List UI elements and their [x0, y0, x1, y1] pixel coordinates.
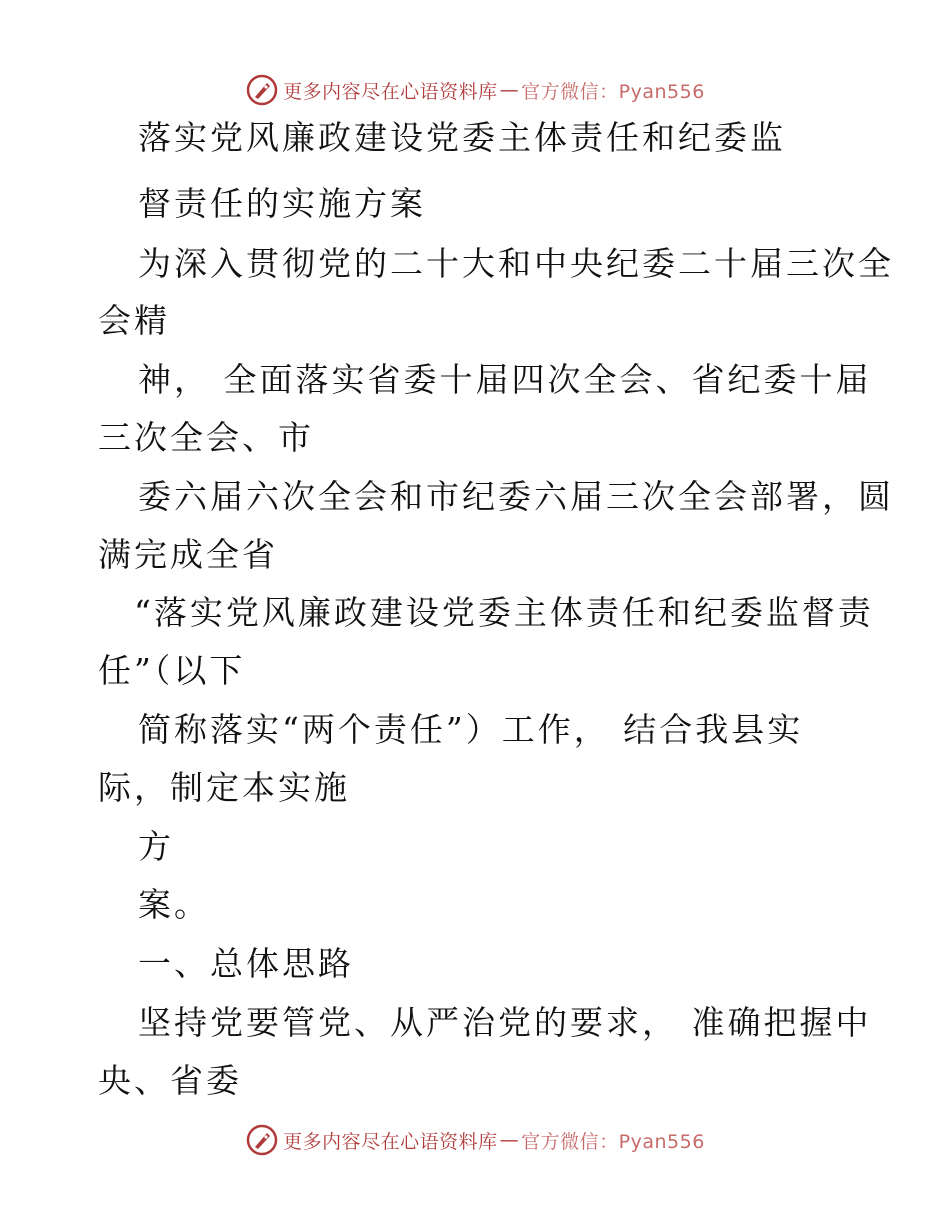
doc-line: 委六届六次全会和市纪委六届三次全会部署，圆	[138, 477, 894, 516]
doc-line: 神， 全面落实省委十届四次全会、省纪委十届	[138, 360, 872, 399]
doc-line: 坚持党要管党、从严治党的要求， 准确把握中	[138, 1003, 872, 1042]
doc-title-line-2: 督责任的实施方案	[138, 184, 426, 223]
banner-text: 更多内容尽在心语资料库	[283, 1130, 498, 1153]
doc-line: 为深入贯彻党的二十大和中央纪委二十届三次全	[138, 244, 894, 283]
header-banner	[0, 70, 950, 110]
pen-nib-logo-icon	[245, 73, 279, 107]
doc-line: 简称落实“两个责任”）工作， 结合我县实	[138, 710, 804, 749]
doc-line: 满完成全省	[98, 535, 278, 574]
doc-line: 央、省委	[98, 1061, 242, 1100]
doc-line: “落实党风廉政建设党委主体责任和纪委监督责	[134, 593, 874, 632]
doc-line: 案。	[138, 885, 210, 924]
banner-separator: —	[499, 1129, 520, 1151]
doc-line: 三次全会、市	[98, 418, 314, 457]
banner-wechat: 官方微信：Pyan556	[521, 80, 705, 103]
doc-line: 际，制定本实施	[98, 768, 350, 807]
pen-nib-logo-icon	[245, 1123, 279, 1157]
banner-wechat: 官方微信：Pyan556	[521, 1130, 705, 1153]
footer-banner	[0, 1120, 950, 1160]
section-heading: 一、总体思路	[138, 944, 354, 983]
doc-line: 方	[138, 827, 174, 866]
doc-line: 会精	[98, 301, 170, 340]
banner-separator: —	[499, 79, 520, 101]
banner-text: 更多内容尽在心语资料库	[283, 80, 498, 103]
doc-title-line-1: 落实党风廉政建设党委主体责任和纪委监	[138, 118, 786, 157]
doc-line: 任”（以下	[98, 651, 246, 690]
